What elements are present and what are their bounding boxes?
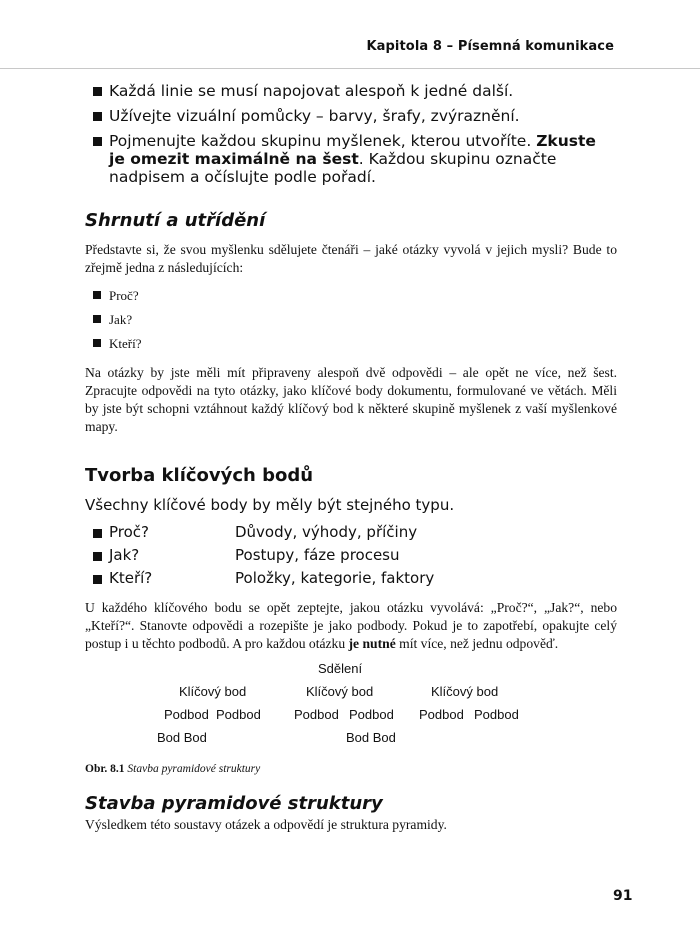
list-item: Kteří? bbox=[85, 335, 617, 352]
list-item: Pojmenujte každou skupinu myšlenek, kterou utvoříte. Zkuste je omezit maximálně na šest. Každou skupinu označte nadpisem a očíslujte podle pořadí. bbox=[85, 132, 617, 186]
figure-caption bbox=[85, 763, 617, 775]
pyramid-subpoint: Podbod bbox=[164, 707, 209, 722]
square-bullet-icon bbox=[93, 291, 101, 299]
list-item: Kteří? Položky, kategorie, faktory bbox=[85, 569, 617, 587]
square-bullet-icon bbox=[93, 339, 101, 347]
emphasis: je nutné bbox=[348, 636, 396, 651]
section-heading: Stavba pyramidové struktury bbox=[85, 793, 383, 814]
page-content bbox=[85, 82, 617, 834]
pyramid-subpoint: Podbod bbox=[294, 707, 339, 722]
list-item: Proč? Důvody, výhody, příčiny bbox=[85, 523, 617, 541]
paragraph: Výsledkem této soustavy otázek a odpovědí je struktura pyramidy. bbox=[85, 817, 447, 832]
pyramid-subpoint: Podbod bbox=[419, 707, 464, 722]
top-bullet-list bbox=[85, 82, 617, 186]
question-list bbox=[85, 287, 617, 352]
chapter-title: Kapitola 8 – Písemná komunikace bbox=[366, 39, 614, 54]
square-bullet-icon bbox=[93, 529, 102, 538]
paragraph: Představte si, že svou myšlenku sdělujete čtenáři – jaké otázky vyvolá v jejich mysli? Bude to zřejmě jedna z následujících: bbox=[85, 242, 617, 275]
pyramid-key-point: Klíčový bod bbox=[431, 684, 499, 699]
running-header bbox=[0, 34, 700, 69]
pyramid-subpoint: Podbod bbox=[349, 707, 394, 722]
paragraph: U každého klíčového bodu se opět zeptejte, jakou otázku vyvolává: „Proč?“, „Jak?“, nebo „Kteří?“. Stanovte odpovědi a rozepište je jako podbody. Pokud je to zapotřebí, opakujte celý postup i u těchto podbodů. A pro každou otázku je nutné mít více, než jednu odpověď. bbox=[85, 600, 617, 651]
pyramid-bottom-points: Bod Bod bbox=[157, 730, 207, 745]
page-number: 91 bbox=[613, 888, 633, 904]
list-item: Jak? bbox=[85, 311, 617, 328]
list-item: Každá linie se musí napojovat alespoň k jedné další. bbox=[85, 82, 617, 100]
question-answer-list bbox=[85, 523, 617, 587]
pyramid-key-point: Klíčový bod bbox=[306, 684, 374, 699]
paragraph: Na otázky by jste měli mít připraveny alespoň dvě odpovědi – ale opět ne více, než šest. Zpracujte odpovědi na tyto otázky, jako klíčové body dokumentu, formulované ve větách. Měli by jste být schopni vztáhnout každý klíčový bod k některé skupině myšlenek z vaší myšlenkové mapy. bbox=[85, 365, 617, 434]
section-heading: Shrnutí a utřídění bbox=[85, 210, 266, 231]
list-item: Užívejte vizuální pomůcky – barvy, šrafy, zvýraznění. bbox=[85, 107, 617, 125]
square-bullet-icon bbox=[93, 575, 102, 584]
section-heading: Tvorba klíčových bodů bbox=[85, 465, 314, 486]
list-item: Jak? Postupy, fáze procesu bbox=[85, 546, 617, 564]
emphasis: Zkuste je omezit maximálně na šest bbox=[109, 132, 596, 168]
pyramid-top: Sdělení bbox=[318, 661, 363, 676]
square-bullet-icon bbox=[93, 137, 102, 146]
pyramid-diagram bbox=[85, 661, 617, 759]
pyramid-bottom-points: Bod Bod bbox=[346, 730, 396, 745]
pyramid-subpoint: Podbod bbox=[474, 707, 519, 722]
square-bullet-icon bbox=[93, 112, 102, 121]
square-bullet-icon bbox=[93, 315, 101, 323]
list-item: Proč? bbox=[85, 287, 617, 304]
figure-label: Obr. 8.1 bbox=[85, 763, 125, 775]
square-bullet-icon bbox=[93, 552, 102, 561]
pyramid-key-point: Klíčový bod bbox=[179, 684, 247, 699]
figure-caption-text: Stavba pyramidové struktury bbox=[127, 763, 261, 775]
pyramid-subpoint: Podbod bbox=[216, 707, 261, 722]
lead-text: Všechny klíčové body by měly být stejného typu. bbox=[85, 496, 455, 514]
square-bullet-icon bbox=[93, 87, 102, 96]
